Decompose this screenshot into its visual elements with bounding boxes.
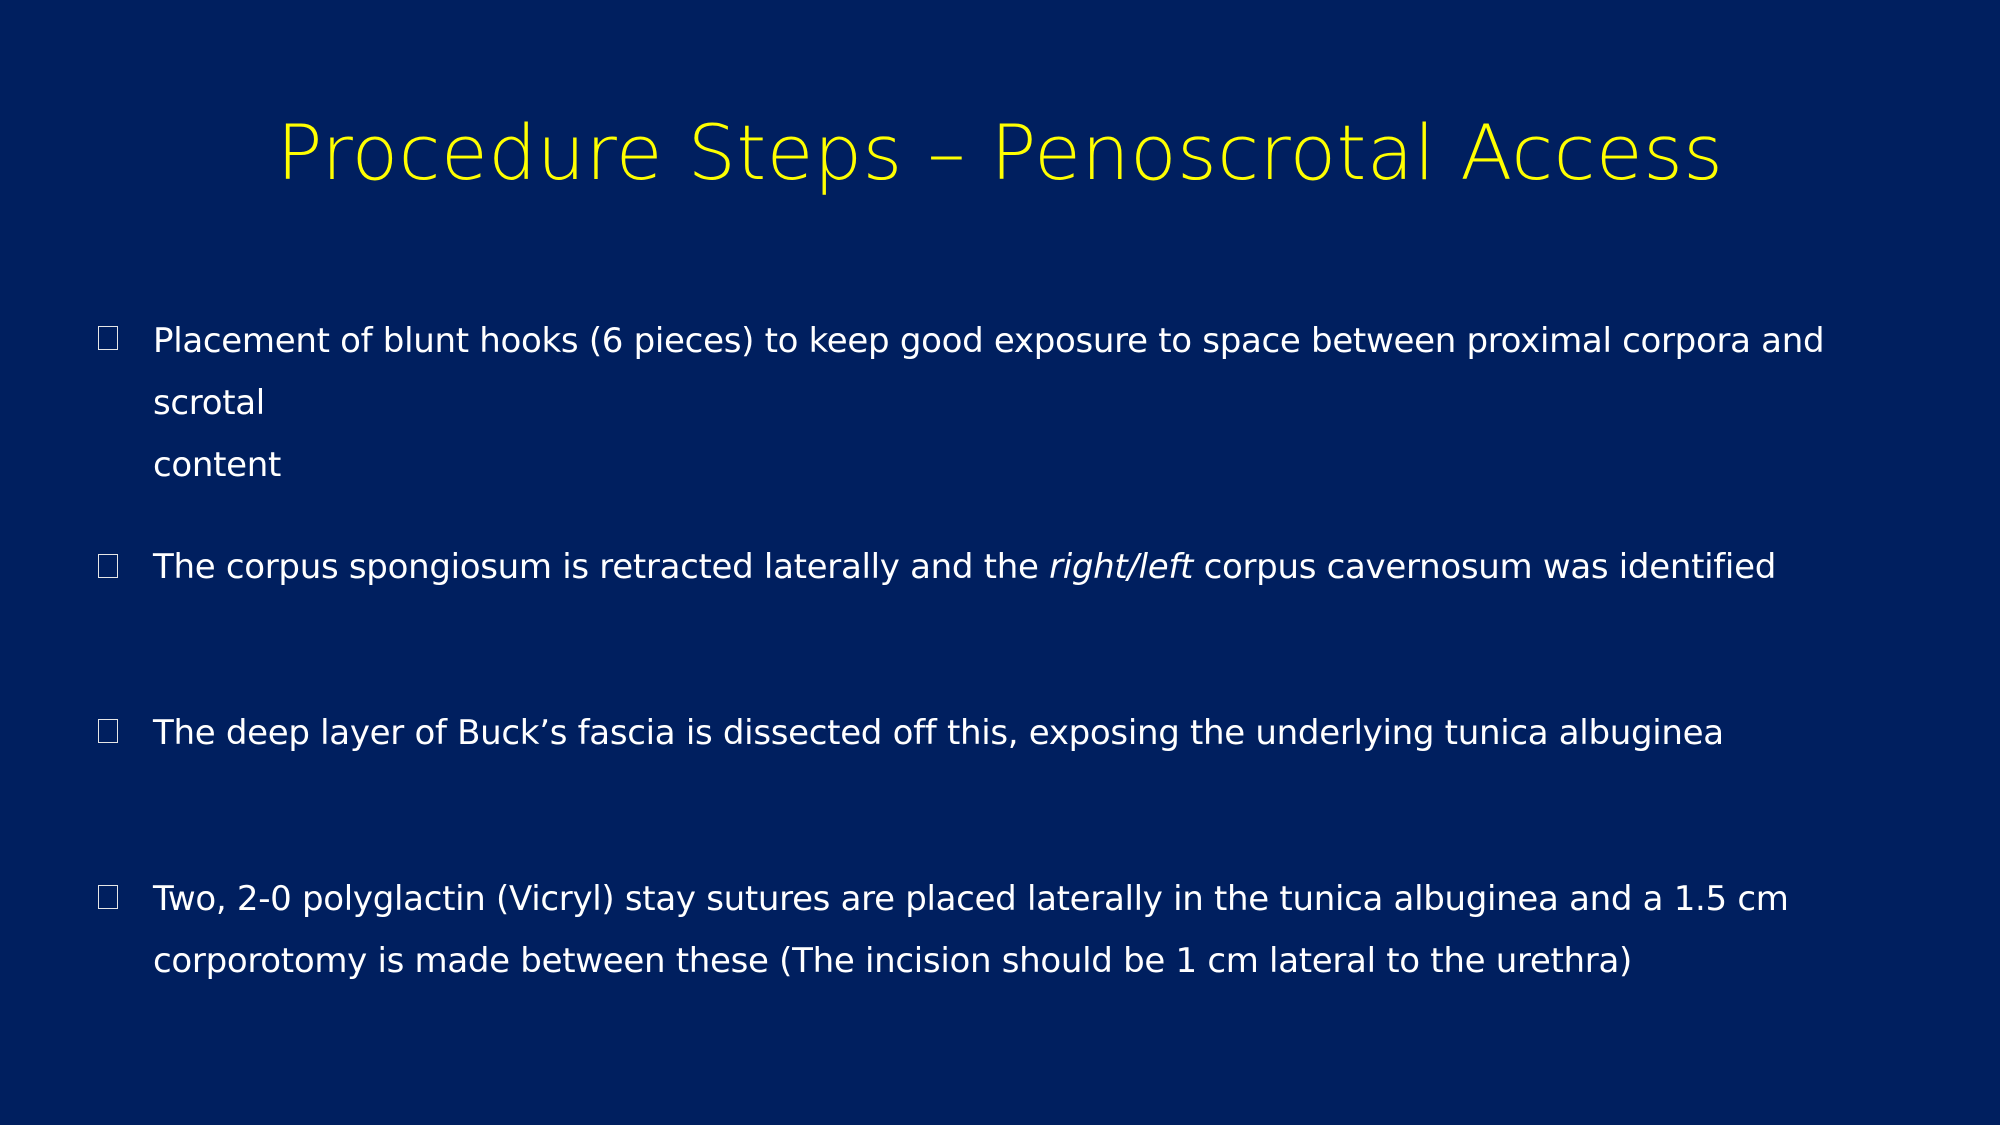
slide-title: Procedure Steps – Penoscrotal Access — [276, 108, 1724, 197]
bullet-text-4 — [153, 868, 1913, 992]
bullet-text-2 — [153, 536, 1913, 598]
bullet-1-line-2: content — [153, 445, 282, 485]
square-bullet-icon — [98, 885, 118, 909]
bullet-1-line-1: Placement of blunt hooks (6 pieces) to keep good exposure to space between proximal corpora and scrotal — [153, 321, 1825, 423]
square-bullet-icon — [98, 719, 118, 743]
bullet-text-3: The deep layer of Buck’s fascia is dissected off this, exposing the underlying tunica albuginea — [153, 713, 1724, 753]
square-bullet-icon — [98, 554, 118, 578]
bullet-2-text-before: The corpus spongiosum is retracted laterally and the — [153, 547, 1050, 587]
square-bullet-icon — [98, 326, 118, 350]
bullet-2-text-after: corpus cavernosum was identified — [1193, 547, 1776, 587]
bullet-4-line-1: Two, 2-0 polyglactin (Vicryl) stay sutures are placed laterally in the tunica albuginea and a 1.5 cm — [153, 879, 1789, 919]
bullet-2-text-italic: right/left — [1049, 547, 1194, 587]
bullet-4-line-2: corporotomy is made between these (The incision should be 1 cm lateral to the urethra) — [153, 941, 1632, 981]
bullet-text-1 — [153, 310, 1913, 496]
